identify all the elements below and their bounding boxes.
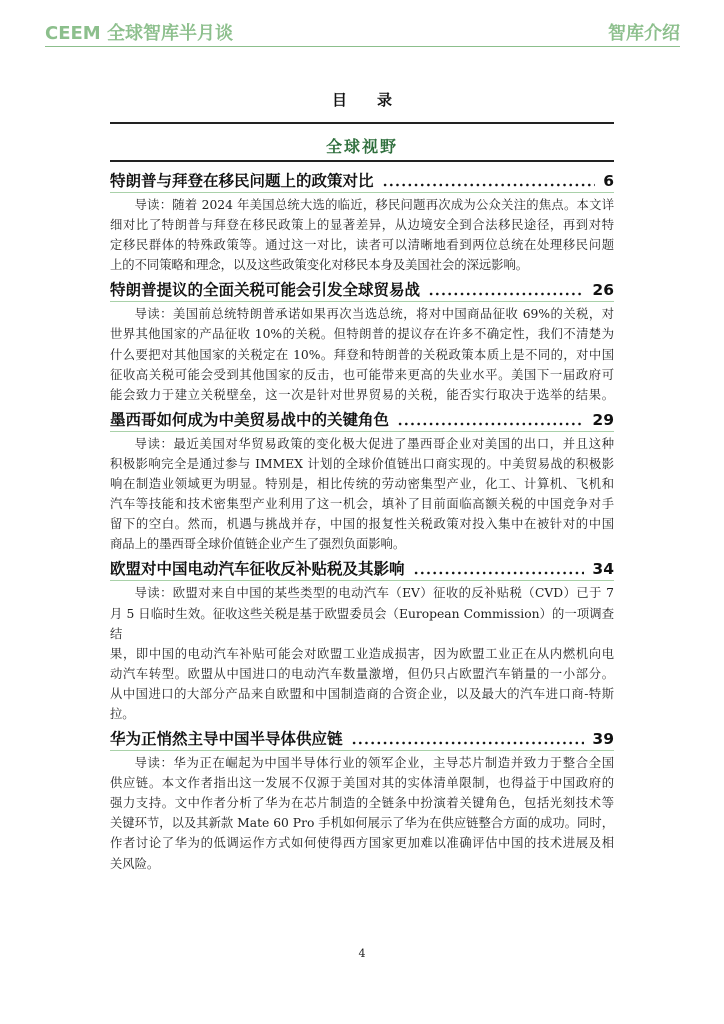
entry-summary: [110, 195, 614, 275]
toc-entry-link[interactable]: [110, 279, 614, 302]
summary-line: 汽车等技能和技术密集型产业利用了这一机会，填补了目前面临高额关税的中国竞争对手: [110, 497, 614, 512]
toc-entry-link[interactable]: [110, 170, 614, 193]
section-rule: [110, 160, 614, 162]
entry-summary: [110, 583, 614, 724]
dot-leader: [351, 728, 585, 750]
toc-entry-page-number[interactable]: 29: [592, 410, 614, 429]
summary-line: 定移民群体的特殊政策等。通过这一对比，读者可以清晰地看到两位总统在处理移民问题: [110, 238, 614, 253]
dot-leader: [397, 409, 584, 431]
summary-line: 上的不同策略和理念，以及这些政策变化对移民本身及美国社会的深远影响。: [110, 258, 529, 273]
toc-title: 目 录: [331, 91, 392, 109]
summary-line: 月 5 日临时生效。征收这些关税是基于欧盟委员会（European Commission）的一项调查结: [110, 606, 614, 641]
summary-line: 强力支持。文中作者分析了华为在芯片制造的全链条中扮演着关键角色，包括光刻技术等: [110, 796, 614, 811]
toc-entry: [110, 409, 614, 555]
summary-line: 留下的空白。然而，机遇与挑战并存，中国的报复性关税政策对投入集中在被针对的中国: [110, 517, 614, 532]
summary-line: 关风险。: [110, 856, 160, 871]
summary-line: 积极影响完全是通过参与 IMMEX 计划的全球价值链出口商实现的。中美贸易战的积极影: [110, 456, 614, 471]
summary-line: 导读：欧盟对来自中国的某些类型的电动汽车（EV）征收的反补贴税（CVD）已于 7: [134, 586, 614, 601]
summary-line: 导读：最近美国对华贸易政策的变化极大促进了墨西哥企业对美国的出口，并且这种: [134, 436, 614, 451]
toc-entry-page-number[interactable]: 34: [592, 560, 614, 579]
toc-entry-page-number[interactable]: 6: [603, 172, 614, 190]
toc-entry-page-number[interactable]: 26: [592, 281, 614, 300]
summary-line: 能会致力于建立关税壁垒，这一次是针对世界贸易的关税，能否实行取决于选举的结果。: [110, 387, 614, 402]
section-title: 全球视野: [325, 137, 398, 156]
summary-line: 导读：随着 2024 年美国总统大选的临近，移民问题再次成为公众关注的焦点。本文详: [134, 198, 614, 212]
dot-leader: [382, 170, 596, 192]
toc-entry: [110, 170, 614, 275]
summary-line: 从中国进口的大部分产品来自欧盟和中国制造商的合资企业，以及最大的汽车进口商-特斯: [110, 686, 614, 701]
toc-entry-title[interactable]: 特朗普提议的全面关税可能会引发全球贸易战: [110, 281, 421, 300]
summary-line: 动汽车转型。欧盟从中国进口的电动汽车数量激增，但仍只占欧盟汽车销量的一小部分。: [110, 666, 614, 681]
toc-entry-title[interactable]: 墨西哥如何成为中美贸易战中的关键角色: [110, 410, 390, 429]
toc-entry-link[interactable]: [110, 409, 614, 432]
dot-leader: [413, 558, 585, 580]
summary-line: 世界其他国家的产品征收 10%的关税。但特朗普的提议存在许多不确定性，我们不清楚为: [110, 327, 614, 342]
toc-title-rule: [110, 122, 614, 124]
table-of-contents: [110, 88, 614, 874]
summary-line: 什么要把对其他国家的关税定在 10%。拜登和特朗普的关税政策本质上是不同的，对中国: [110, 347, 614, 362]
toc-entry-title[interactable]: 欧盟对中国电动汽车征收反补贴税及其影响: [110, 560, 405, 579]
summary-line: 商品上的墨西哥全球价值链企业产生了强烈负面影响。: [110, 537, 406, 552]
page-header: [45, 22, 680, 46]
toc-entry-title[interactable]: 华为正悄然主导中国半导体供应链: [110, 730, 343, 749]
publication-title: CEEM 全球智库半月谈: [45, 23, 233, 44]
header-rule: [45, 46, 680, 47]
summary-line: 导读：美国前总统特朗普承诺如果再次当选总统，将对中国商品征收 69%的关税，对: [134, 307, 614, 322]
summary-line: 作者讨论了华为的低调运作方式如何使得西方国家更加难以准确评估中国的技术进展及相: [110, 836, 614, 851]
summary-line: 征收高关税可能会受到其他国家的反击，也可能带来更高的失业水平。美国下一届政府可: [110, 367, 614, 382]
toc-entry: [110, 558, 614, 724]
entry-summary: [110, 753, 614, 874]
toc-entry: [110, 728, 614, 874]
summary-line: 响在制造业领域更为明显。特别是，相比传统的劳动密集型产业，化工、计算机、飞机和: [110, 477, 614, 492]
toc-entry-link[interactable]: [110, 728, 614, 751]
page-number: 4: [358, 947, 366, 960]
summary-line: 拉。: [110, 706, 135, 721]
summary-line: 导读：华为正在崛起为中国半导体行业的领军企业，主导芯片制造并致力于整合全国: [134, 756, 614, 771]
toc-entry-link[interactable]: [110, 558, 614, 581]
entry-summary: [110, 434, 614, 555]
summary-line: 供应链。本文作者指出这一发展不仅源于美国对其的实体清单限制，也得益于中国政府的: [110, 776, 614, 791]
toc-entry-title[interactable]: 特朗普与拜登在移民问题上的政策对比: [110, 172, 374, 190]
summary-line: 关键环节，以及其新款 Mate 60 Pro 手机如何展示了华为在供应链整合方面的成功。同时，: [110, 816, 614, 831]
dot-leader: [428, 279, 584, 301]
toc-entry: [110, 279, 614, 404]
toc-entry-page-number[interactable]: 39: [592, 730, 614, 749]
summary-line: 细对比了特朗普与拜登在移民政策上的显著差异，从边境安全到合法移民途径，再到对特: [110, 218, 614, 233]
summary-line: 果，即中国的电动汽车补贴可能会对欧盟工业造成损害，因为欧盟工业正在从内燃机向电: [110, 646, 614, 661]
entry-summary: [110, 304, 614, 404]
section-label: 智库介绍: [608, 23, 680, 44]
